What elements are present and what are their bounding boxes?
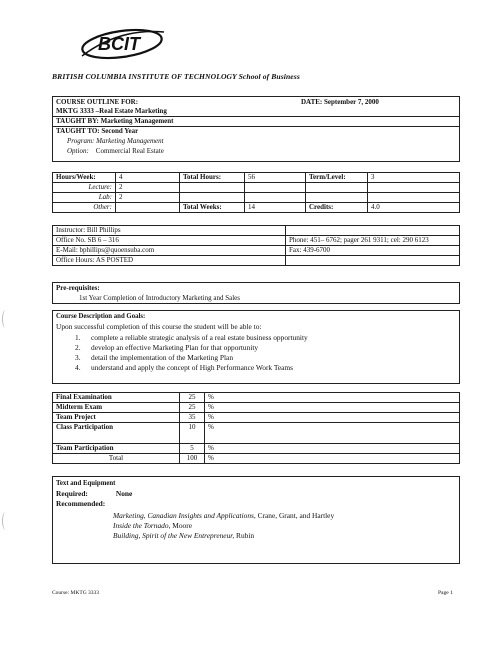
office-number: Office No. SB 6 – 316 xyxy=(53,236,286,246)
book-title: Inside the Tornado, xyxy=(113,521,171,530)
instructor-table xyxy=(52,225,460,266)
book-title: Building, Spirit of the New Entrepreneur, xyxy=(113,531,235,540)
margin-mark xyxy=(2,310,9,328)
instructor-fax: Fax: 439-6700 xyxy=(286,246,460,256)
goals-list xyxy=(75,333,308,373)
grading-unit: % xyxy=(205,413,460,423)
prerequisites-box xyxy=(52,282,460,304)
book-item xyxy=(113,511,334,521)
grading-row xyxy=(53,413,460,423)
institution-name: BRITISH COLUMBIA INSTITUTE OF TECHNOLOGY School of Business xyxy=(52,72,300,81)
course-outline-box xyxy=(52,96,460,162)
prerequisites-text: 1st Year Completion of Introductory Marketing and Sales xyxy=(79,294,240,302)
taught-to-row: TAUGHT TO: Second Year xyxy=(56,127,139,135)
total-hours-label: Total Hours: xyxy=(180,173,245,183)
goal-item xyxy=(75,343,308,353)
goal-item xyxy=(75,353,308,363)
book-title: Marketing, Canadian Insights and Applications, xyxy=(113,511,256,520)
hours-table xyxy=(52,172,460,213)
grading-label: Final Examination xyxy=(53,393,180,403)
goals-intro: Upon successful completion of this course the student will be able to: xyxy=(56,322,262,331)
bcit-logo xyxy=(64,18,174,66)
goal-number: 4. xyxy=(75,363,81,372)
term-value: 3 xyxy=(368,173,460,183)
grading-row xyxy=(53,393,460,403)
grading-unit: % xyxy=(205,393,460,403)
lab-label: Lab: xyxy=(53,193,116,203)
footer-page: Page 1 xyxy=(438,590,453,596)
total-weeks-label: Total Weeks: xyxy=(180,203,245,213)
taught-by-row: TAUGHT BY: Marketing Management xyxy=(56,117,174,125)
lab-value: 2 xyxy=(116,193,180,203)
instructor-name: Instructor: Bill Phillips xyxy=(53,226,286,236)
option-row: Option: Commercial Real Estate xyxy=(67,147,164,155)
credits-label: Credits: xyxy=(306,203,368,213)
grading-label: Team Participation xyxy=(53,444,180,454)
text-equipment-box xyxy=(52,476,460,564)
grading-value: 25 xyxy=(180,403,205,413)
grading-total-unit: % xyxy=(205,454,460,464)
hours-week-label: Hours/Week: xyxy=(53,173,116,183)
goal-text: detail the implementation of the Marketing Plan xyxy=(91,353,234,362)
grading-row xyxy=(53,403,460,413)
book-author: Moore xyxy=(172,521,192,530)
grading-label: Team Project xyxy=(53,413,180,423)
logo-text: BCIT xyxy=(98,34,140,54)
credits-value: 4.0 xyxy=(368,203,460,213)
office-hours: Office Hours: AS POSTED xyxy=(53,256,286,266)
lecture-label: Lecture: xyxy=(53,183,116,193)
grading-value: 10 xyxy=(180,423,205,444)
grading-row xyxy=(53,423,460,444)
instructor-email: E-Mail: bphillips@quoensuba.com xyxy=(53,246,286,256)
grading-value: 5 xyxy=(180,444,205,454)
lecture-value: 2 xyxy=(116,183,180,193)
grading-value: 25 xyxy=(180,393,205,403)
grading-unit: % xyxy=(205,444,460,454)
outline-date: DATE: September 7, 2000 xyxy=(301,98,379,106)
goals-label: Course Description and Goals: xyxy=(56,313,146,320)
goal-text: develop an effective Marketing Plan for that opportunity xyxy=(91,343,259,352)
program-row: Program: Marketing Management xyxy=(67,137,164,145)
goal-item xyxy=(75,333,308,343)
hours-week-value: 4 xyxy=(116,173,180,183)
footer-course: Course: MKTG 3333 xyxy=(52,590,100,596)
grading-total-label: Total xyxy=(53,454,180,464)
goal-number: 3. xyxy=(75,353,81,362)
goal-text: understand and apply the concept of High Performance Work Teams xyxy=(91,363,293,372)
term-label: Term/Level: xyxy=(306,173,368,183)
book-author: Rubin xyxy=(236,531,255,540)
book-item xyxy=(113,521,334,531)
grading-total-value: 100 xyxy=(180,454,205,464)
course-title: MKTG 3333 –Real Estate Marketing xyxy=(56,107,167,115)
goal-number: 1. xyxy=(75,333,81,342)
grading-row xyxy=(53,444,460,454)
course-outline-label: COURSE OUTLINE FOR: xyxy=(56,98,139,106)
grading-unit: % xyxy=(205,403,460,413)
grading-unit: % xyxy=(205,423,460,444)
grading-total-row xyxy=(53,454,460,464)
required-row: Required: None xyxy=(56,489,133,498)
book-list xyxy=(113,511,334,541)
margin-mark xyxy=(2,512,9,530)
grading-table xyxy=(52,392,460,464)
instructor-phone: Phone: 451– 6762; pager 261 9311; cel: 290 6123 xyxy=(286,236,460,246)
goal-number: 2. xyxy=(75,343,81,352)
grading-label: Midterm Exam xyxy=(53,403,180,413)
recommended-label: Recommended: xyxy=(56,499,106,508)
total-weeks-value: 14 xyxy=(245,203,306,213)
goal-item xyxy=(75,363,308,373)
prerequisites-label: Pre-requisites: xyxy=(56,284,100,292)
book-author: Crane, Grant, and Hartley xyxy=(257,511,335,520)
book-item xyxy=(113,531,334,541)
total-hours-value: 56 xyxy=(245,173,306,183)
text-equipment-label: Text and Equipment xyxy=(56,480,116,487)
grading-label: Class Participation xyxy=(53,423,180,444)
other-label: Other: xyxy=(53,203,116,213)
grading-value: 35 xyxy=(180,413,205,423)
goals-box xyxy=(52,310,460,384)
goal-text: complete a reliable strategic analysis of a real estate business opportunity xyxy=(91,333,308,342)
